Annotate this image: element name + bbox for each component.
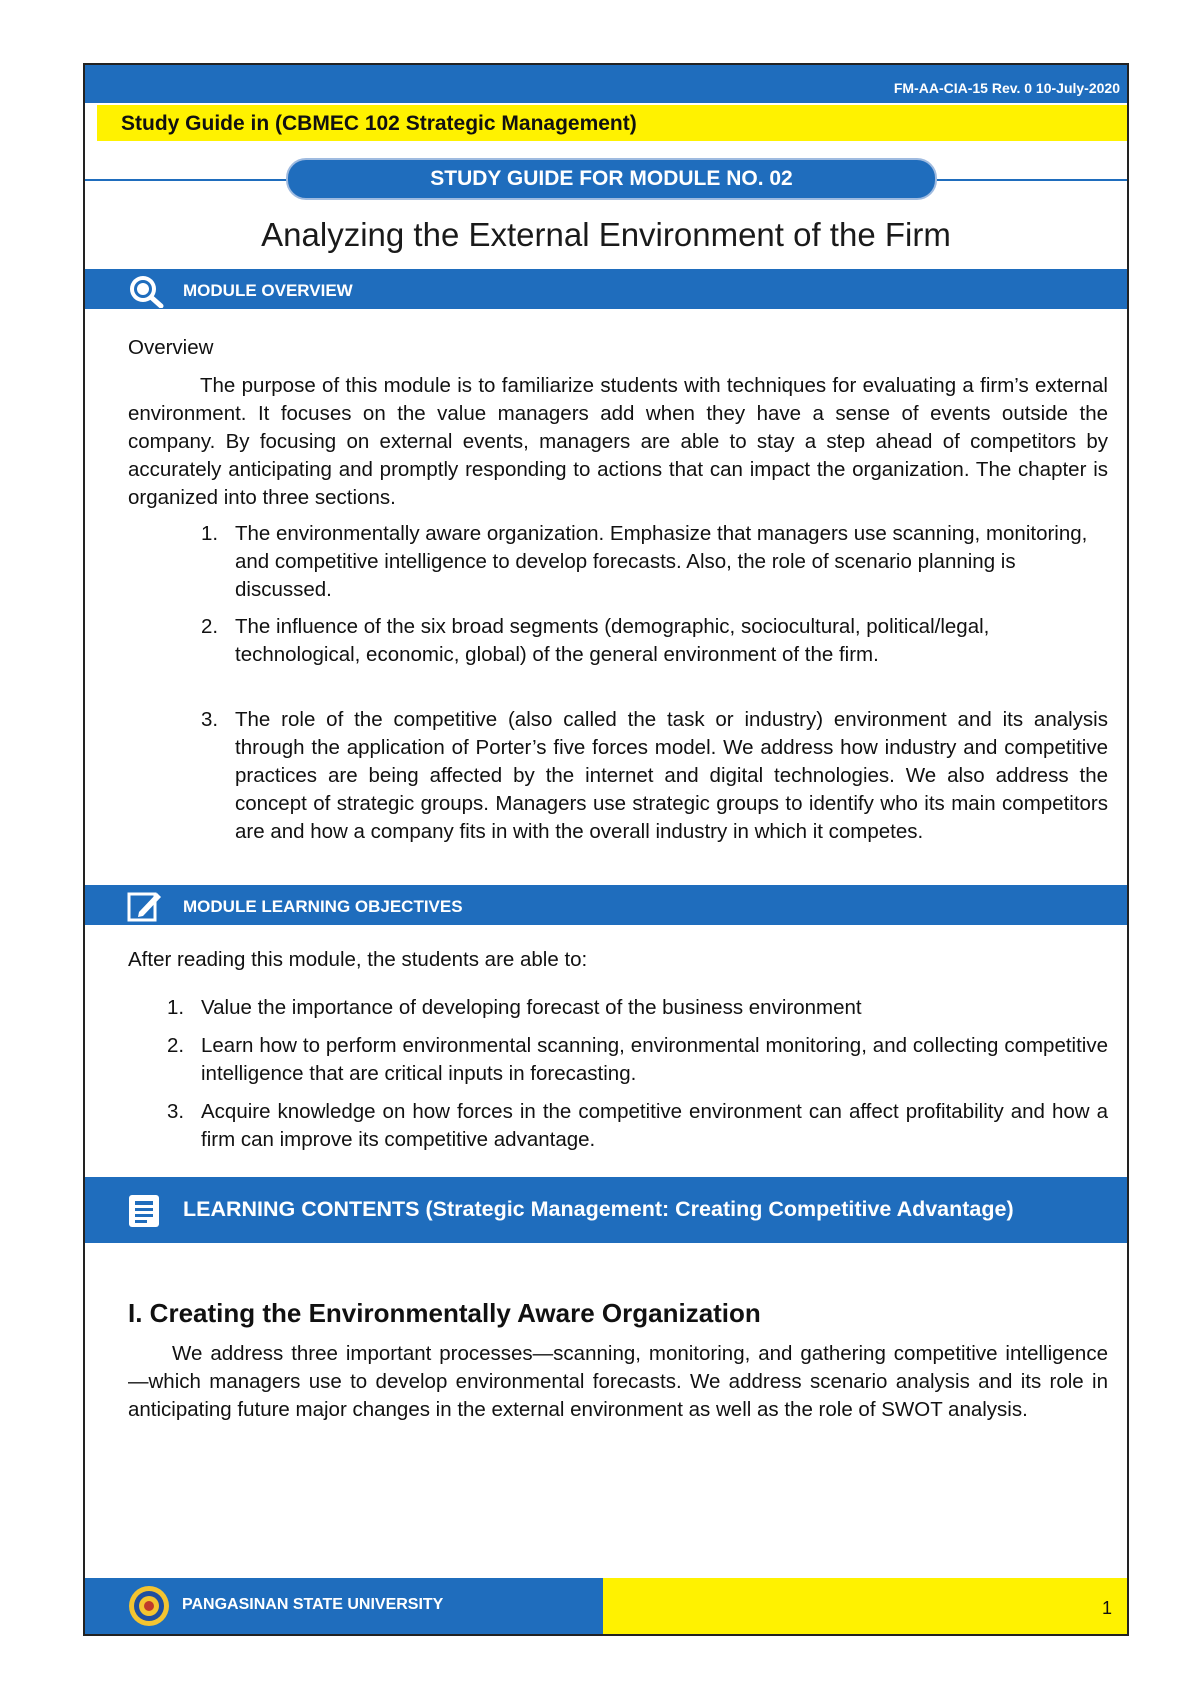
- overview-subheading: Overview: [128, 336, 214, 359]
- module-number-pill: STUDY GUIDE FOR MODULE NO. 02: [286, 158, 937, 200]
- section-label-overview: MODULE OVERVIEW: [183, 281, 353, 300]
- list-item: 2. The influence of the six broad segments (demographic, sociocultural, political/legal, technological, economic, global) of the general environment of the firm.: [201, 615, 990, 666]
- section-bar-overview: [85, 269, 1127, 309]
- page-number: 1: [1101, 1598, 1112, 1618]
- list-item: 1. Value the importance of developing forecast of the business environment: [167, 996, 862, 1019]
- content-heading: I. Creating the Environmentally Aware Organization: [128, 1298, 761, 1328]
- pencil-note-icon: [125, 888, 165, 929]
- form-code: FM-AA-CIA-15 Rev. 0 10-July-2020: [893, 80, 1120, 96]
- overview-paragraph: The purpose of this module is to familiarize students with techniques for evaluating a firm’s external environment. It focuses on the value managers add when they have a sense of events outside the company. By focusing on external events, managers are able to stay a step ahead of competitors by accurately anticipating and promptly responding to actions that can impact the organization. The chapter is organized into three sections.: [128, 374, 1108, 509]
- section-label-contents: LEARNING CONTENTS (Strategic Management: Creating Competitive Advantage): [183, 1197, 1014, 1221]
- magnifier-icon: [125, 272, 165, 313]
- list-item: 3. The role of the competitive (also called the task or industry) environment and its analysis through the application of Porter’s five forces model. We address how industry and competitive practices are being affected by the internet and digital technologies. We also address the concept of strategic groups. Managers use strategic groups to identify who its main competitors are and how a company fits in with the overall industry in which it competes.: [201, 708, 1108, 843]
- objectives-intro: After reading this module, the students are able to:: [128, 948, 588, 971]
- course-title: Study Guide in (CBMEC 102 Strategic Management): [121, 112, 637, 135]
- list-item: 1. The environmentally aware organization. Emphasize that managers use scanning, monitoring, and competitive intelligence to develop forecasts. Also, the role of scenario planning is discussed.: [201, 522, 1088, 601]
- course-title-bar: [97, 103, 1127, 141]
- page-title: Analyzing the External Environment of the Firm: [261, 216, 951, 253]
- document-icon: [125, 1193, 165, 1234]
- footer-accent: [603, 1578, 1127, 1634]
- content-paragraph: We address three important processes—scanning, monitoring, and gathering competitive intelligence—which managers use to develop environmental forecasts. We address scenario analysis and its role in anticipating future major changes in the external environment as well as the role of SWOT analysis.: [128, 1342, 1108, 1421]
- list-item: 3. Acquire knowledge on how forces in the competitive environment can affect profitability and how a firm can improve its competitive advantage.: [167, 1100, 1108, 1151]
- section-label-objectives: MODULE LEARNING OBJECTIVES: [183, 897, 463, 916]
- list-item: 2. Learn how to perform environmental scanning, environmental monitoring, and collecting competitive intelligence that are critical inputs in forecasting.: [167, 1034, 1108, 1085]
- section-bar-objectives: [85, 885, 1127, 925]
- university-name: PANGASINAN STATE UNIVERSITY: [182, 1596, 444, 1613]
- university-seal-icon: [128, 1585, 170, 1627]
- section-bar-contents: [85, 1177, 1127, 1243]
